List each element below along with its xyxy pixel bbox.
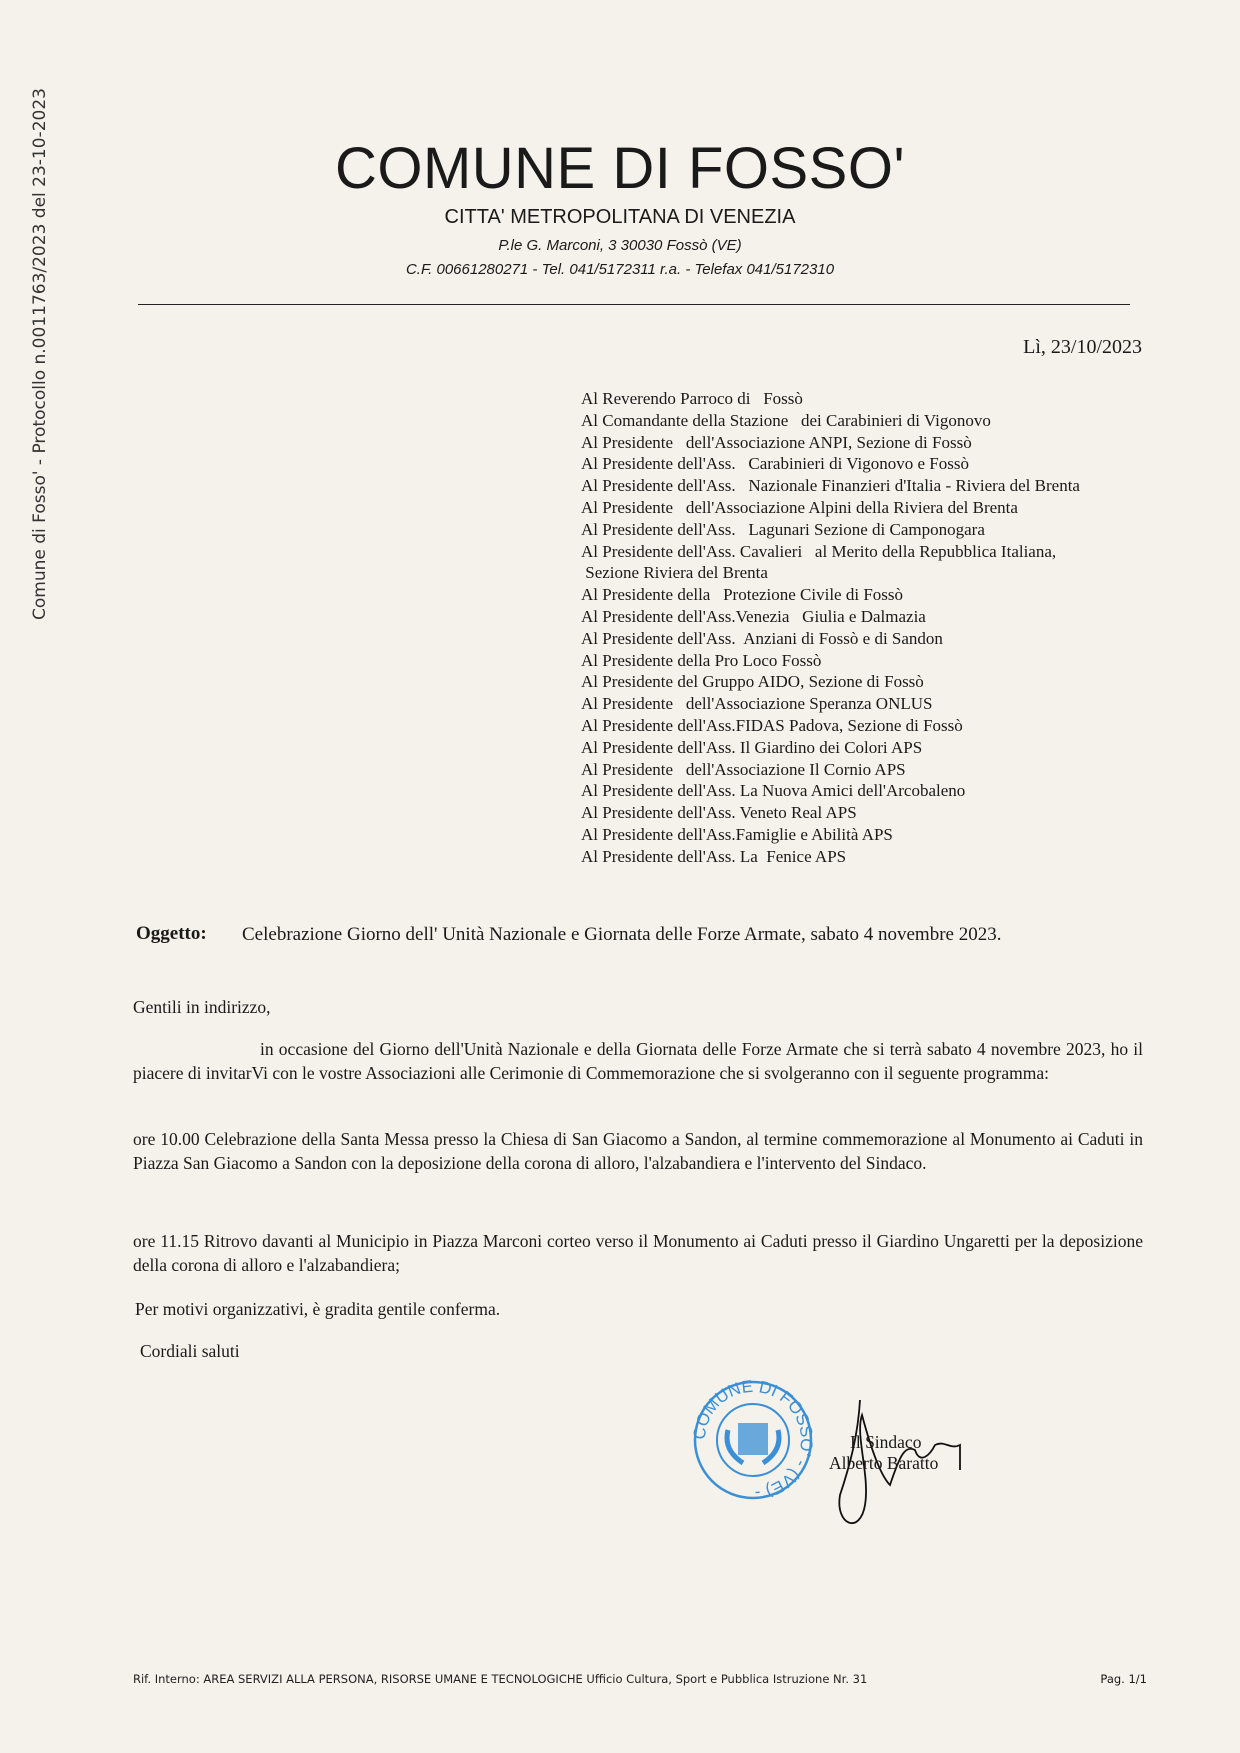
page-number: Pag. 1/1: [1100, 1672, 1147, 1686]
recipient-line: Al Presidente della Pro Loco Fossò: [581, 650, 822, 670]
subject-text: Celebrazione Giorno dell' Unità Nazionale e Giornata delle Forze Armate, sabato 4 novembre 2023.: [242, 924, 1002, 945]
recipient-line: Al Presidente dell'Associazione Speranza ONLUS: [581, 694, 933, 714]
subject-label: Oggetto:: [136, 923, 207, 944]
letterhead-subtitle: CITTA' METROPOLITANA DI VENEZIA: [444, 206, 796, 228]
letterhead-contacts: C.F. 00661280271 - Tel. 041/5172311 r.a. - Telefax 041/5172310: [405, 261, 835, 278]
confirmation-note: Per motivi organizzativi, è gradita gentile conferma.: [135, 1299, 501, 1319]
signatory-title: Il Sindaco: [850, 1432, 922, 1452]
recipient-line: Al Presidente dell'Ass. Anziani di Fossò e di Sandon: [581, 628, 943, 648]
recipient-line: Al Presidente dell'Associazione ANPI, Sezione di Fossò: [581, 432, 972, 452]
closing: Cordiali saluti: [140, 1341, 240, 1361]
recipient-line: Al Presidente dell'Ass.Venezia Giulia e Dalmazia: [581, 606, 926, 626]
recipient-line: Al Presidente dell'Associazione Alpini della Riviera del Brenta: [581, 497, 1018, 517]
greeting: Gentili in indirizzo,: [133, 997, 271, 1017]
municipal-stamp: [683, 1375, 823, 1505]
recipient-line: Al Presidente dell'Ass. Cavalieri al Merito della Repubblica Italiana,: [581, 541, 1057, 561]
recipient-line: Al Presidente dell'Ass. Il Giardino dei Colori APS: [581, 737, 923, 757]
recipient-line: Al Comandante della Stazione dei Carabinieri di Vigonovo: [581, 410, 991, 430]
recipient-line: Al Presidente dell'Ass.FIDAS Padova, Sezione di Fossò: [581, 715, 963, 735]
intro-paragraph: in occasione del Giorno dell'Unità Nazionale e della Giornata delle Forze Armate che si terrà sabato 4 novembre 2023, ho il piacere di invitarVi con le vostre Associazioni alle Cerimonie di Commemorazione che si svolgeranno con il seguente programma:: [133, 1039, 1143, 1083]
recipient-line: Al Presidente dell'Ass.Famiglie e Abilità APS: [581, 824, 893, 844]
signatory-name: Alberto Baratto: [829, 1453, 939, 1473]
recipient-line: Al Presidente dell'Ass. Lagunari Sezione di Camponogara: [581, 519, 985, 539]
stamp-text: COMUNE DI FOSSO' - (VE) -: [689, 1376, 817, 1504]
recipient-line: Al Presidente dell'Ass. Carabinieri di Vigonovo e Fossò: [581, 454, 969, 474]
protocol-side-label: Comune di Fosso' - Protocollo n.0011763/2023 del 23-10-2023: [30, 88, 50, 620]
recipient-line: Al Presidente del Gruppo AIDO, Sezione di Fossò: [581, 672, 924, 692]
recipient-line: Al Presidente dell'Ass. Nazionale Finanzieri d'Italia - Riviera del Brenta: [581, 476, 1080, 496]
recipient-line: Al Presidente dell'Associazione Il Cornio APS: [581, 759, 906, 779]
program-item-1: ore 10.00 Celebrazione della Santa Messa presso la Chiesa di San Giacomo a Sandon, al termine commemorazione al Monumento ai Caduti in Piazza San Giacomo a Sandon con la deposizione della corona di alloro, l'alzabandiera e l'intervento del Sindaco.: [133, 1129, 1143, 1173]
program-item-2: ore 11.15 Ritrovo davanti al Municipio in Piazza Marconi corteo verso il Monumento ai Caduti presso il Giardino Ungaretti per la deposizione della corona di alloro e l'alzabandiera;: [133, 1231, 1143, 1275]
recipient-line: Al Presidente dell'Ass. Veneto Real APS: [581, 803, 857, 823]
recipient-line: Al Presidente della Protezione Civile di Fossò: [581, 585, 904, 605]
letter-date: Lì, 23/10/2023: [1023, 336, 1142, 358]
recipient-line: Sezione Riviera del Brenta: [581, 563, 768, 583]
recipient-line: Al Presidente dell'Ass. La Fenice APS: [581, 846, 847, 866]
recipients-list: [581, 388, 1080, 868]
recipient-line: Al Presidente dell'Ass. La Nuova Amici dell'Arcobaleno: [581, 781, 966, 801]
recipient-line: Al Reverendo Parroco di Fossò: [581, 389, 803, 408]
letterhead-address: P.le G. Marconi, 3 30030 Fossò (VE): [498, 237, 742, 254]
letterhead-title: COMUNE DI FOSSO': [334, 136, 906, 201]
footer-reference: Rif. Interno: AREA SERVIZI ALLA PERSONA, RISORSE UMANE E TECNOLOGICHE Ufficio Cultura, Sport e Pubblica Istruzione Nr. 31: [133, 1672, 868, 1686]
header-divider: [138, 304, 1130, 305]
